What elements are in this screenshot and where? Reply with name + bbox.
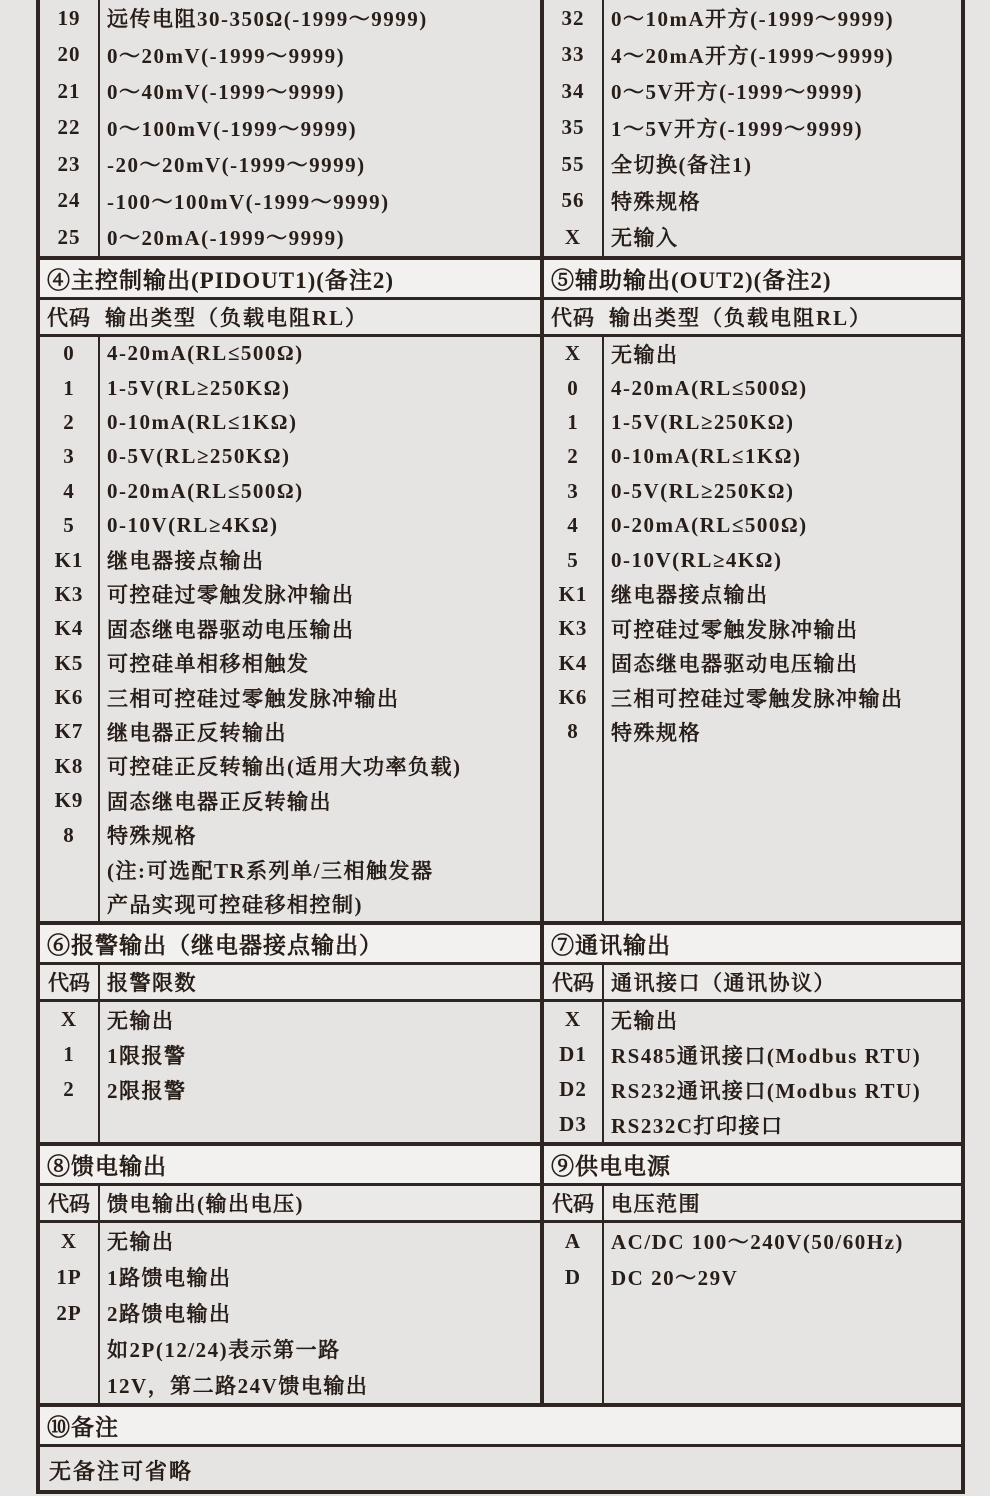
desc-cell: 继电器接点输出	[107, 549, 265, 574]
table-row	[40, 784, 540, 818]
column-header	[540, 300, 961, 337]
desc-cell: 继电器正反转输出	[107, 720, 287, 745]
desc-cell: RS232C打印接口	[611, 1113, 784, 1138]
desc-cell: 可控硅过零触发脉冲输出	[611, 617, 859, 642]
table-row	[40, 440, 540, 474]
desc-cell: 1-5V(RL≥250KΩ)	[107, 375, 291, 400]
feed-output-rows	[40, 1223, 540, 1403]
section-title-feed-output: ⑧馈电输出	[40, 1142, 540, 1186]
code-cell: X	[60, 1228, 78, 1253]
table-row	[40, 543, 540, 577]
desc-cell: 特殊规格	[611, 189, 701, 214]
desc-cell: 0～5V开方(-1999～9999)	[611, 80, 864, 105]
table-row	[544, 577, 961, 611]
desc-cell: 远传电阻30-350Ω(-1999～9999)	[107, 7, 428, 32]
table-row	[40, 680, 540, 714]
desc-cell: 三相可控硅过零触发脉冲输出	[611, 686, 904, 711]
body-output-sections	[40, 337, 961, 922]
aux-output-rows	[540, 337, 961, 922]
table-row	[544, 474, 961, 508]
desc-header: 电压范围	[611, 1192, 701, 1217]
table-row	[544, 37, 961, 74]
table-row	[544, 680, 961, 714]
code-cell: K4	[558, 650, 588, 675]
desc-cell: 0-10V(RL≥4KΩ)	[107, 513, 279, 538]
desc-cell: 固态继电器驱动电压输出	[611, 652, 859, 677]
desc-cell: 0-20mA(RL≤500Ω)	[611, 513, 808, 538]
desc-cell: 特殊规格	[107, 824, 197, 849]
table-row	[40, 612, 540, 646]
desc-cell: 4-20mA(RL≤500Ω)	[107, 341, 304, 366]
desc-cell: 无输出	[611, 342, 679, 367]
code-cell: 5	[567, 547, 579, 572]
section-title-main-control-output: ④主控制输出(PIDOUT1)(备注2)	[40, 256, 540, 300]
body-alarm-comm	[40, 1002, 961, 1142]
table-row	[40, 1331, 540, 1367]
desc-cell: 无输出	[611, 1008, 679, 1033]
code-cell: K6	[54, 685, 84, 710]
code-header: 代码	[552, 1192, 594, 1217]
desc-cell: 0～100mV(-1999～9999)	[107, 116, 358, 141]
desc-cell: 2路馈电输出	[107, 1302, 232, 1327]
desc-cell: 无输出	[107, 1230, 175, 1255]
code-cell: K6	[558, 685, 588, 710]
desc-cell: 0-10V(RL≥4KΩ)	[611, 547, 783, 572]
code-cell: X	[564, 224, 582, 249]
code-cell: K3	[54, 581, 84, 606]
code-cell: D1	[559, 1042, 587, 1067]
desc-cell: 0-5V(RL≥250KΩ)	[611, 478, 795, 503]
code-header: 代码	[47, 305, 91, 330]
code-cell: 20	[57, 42, 81, 67]
table-row	[40, 1295, 540, 1331]
column-header	[40, 300, 540, 337]
table-row	[40, 887, 540, 921]
desc-cell: 无输入	[611, 226, 679, 251]
column-header	[540, 965, 961, 1002]
band-alarm-comm	[40, 921, 961, 965]
table-row	[40, 183, 540, 220]
desc-cell: 可控硅过零触发脉冲输出	[107, 583, 355, 608]
code-cell: 22	[57, 115, 81, 140]
table-row	[544, 110, 961, 147]
desc-cell: 1路馈电输出	[107, 1266, 232, 1291]
column-header	[540, 1186, 961, 1223]
alarm-output-rows	[40, 1002, 540, 1142]
section-title-alarm-output: ⑥报警输出（继电器接点输出）	[40, 921, 540, 965]
table-row	[40, 749, 540, 783]
table-row	[40, 219, 540, 256]
desc-cell: -20～20mV(-1999～9999)	[107, 153, 366, 178]
code-cell: A	[564, 1228, 582, 1253]
table-row	[544, 73, 961, 110]
table-row	[40, 110, 540, 147]
code-cell: K5	[54, 650, 84, 675]
code-cell: X	[564, 341, 582, 366]
desc-cell: 可控硅正反转输出(适用大功率负载)	[107, 755, 462, 780]
code-cell: 21	[57, 78, 81, 103]
desc-header: 输出类型（负载电阻RL）	[609, 305, 873, 330]
table-row	[40, 337, 540, 371]
desc-cell: 产品实现可控硅移相控制)	[107, 892, 363, 917]
table-row	[544, 1259, 961, 1295]
column-header	[40, 965, 540, 1002]
section-title-power-supply: ⑨供电电源	[540, 1142, 961, 1186]
code-cell: 2	[63, 409, 75, 434]
code-cell: 19	[57, 5, 81, 30]
table-row	[40, 508, 540, 542]
desc-cell: 固态继电器驱动电压输出	[107, 617, 355, 642]
code-cell: 8	[567, 719, 579, 744]
desc-cell: 12V，第二路24V馈电输出	[107, 1374, 369, 1399]
table-row	[40, 1259, 540, 1295]
desc-header: 通讯接口（通讯协议）	[611, 971, 836, 996]
code-cell: 34	[561, 78, 585, 103]
colhead-output-sections	[40, 300, 961, 337]
code-cell: K8	[54, 753, 84, 778]
code-cell: 1P	[56, 1264, 82, 1289]
table-row	[40, 577, 540, 611]
desc-cell: 2限报警	[107, 1078, 187, 1103]
code-cell: 4	[567, 513, 579, 538]
code-header: 代码	[551, 305, 595, 330]
code-cell: 2	[567, 444, 579, 469]
desc-cell: -100～100mV(-1999～9999)	[107, 189, 390, 214]
desc-cell: 0～20mA(-1999～9999)	[107, 226, 346, 251]
code-cell: K9	[54, 788, 84, 813]
table-row	[40, 646, 540, 680]
input-right-rows	[540, 0, 961, 256]
input-left-rows	[40, 0, 540, 256]
code-cell: 24	[57, 188, 81, 213]
desc-header: 报警限数	[107, 971, 197, 996]
code-cell: X	[564, 1007, 582, 1032]
desc-cell: 0～40mV(-1999～9999)	[107, 80, 346, 105]
section-title-comm-output: ⑦通讯输出	[540, 921, 961, 965]
table-row	[544, 1107, 961, 1142]
desc-cell: 0-20mA(RL≤500Ω)	[107, 478, 304, 503]
code-cell: 55	[561, 151, 585, 176]
table-row	[544, 371, 961, 405]
table-row	[40, 1002, 540, 1037]
table-row	[544, 337, 961, 371]
desc-cell: AC/DC 100～240V(50/60Hz)	[611, 1230, 904, 1255]
desc-cell: 4-20mA(RL≤500Ω)	[611, 375, 808, 400]
band-output-sections	[40, 256, 961, 300]
table-row	[40, 1037, 540, 1072]
table-row	[40, 146, 540, 183]
code-cell: K7	[54, 719, 84, 744]
code-cell: 0	[63, 341, 75, 366]
table-row	[544, 612, 961, 646]
table-row	[544, 1072, 961, 1107]
table-row	[40, 715, 540, 749]
desc-cell: 1-5V(RL≥250KΩ)	[611, 409, 795, 434]
desc-cell: 可控硅单相移相触发	[107, 652, 310, 677]
desc-cell: 无输出	[107, 1008, 175, 1033]
code-cell: 5	[63, 513, 75, 538]
desc-cell: 全切换(备注1)	[611, 153, 753, 178]
code-cell: K3	[558, 616, 588, 641]
colhead-feed-power	[40, 1186, 961, 1223]
code-cell: 4	[63, 478, 75, 503]
power-supply-rows	[540, 1223, 961, 1403]
desc-cell: 4～20mA开方(-1999～9999)	[611, 43, 895, 68]
table-row	[544, 0, 961, 37]
code-cell: 35	[561, 115, 585, 140]
table-row	[544, 715, 961, 749]
code-header: 代码	[48, 971, 90, 996]
desc-cell: (注:可选配TR系列单/三相触发器	[107, 858, 434, 883]
desc-cell: 1～5V开方(-1999～9999)	[611, 116, 864, 141]
desc-cell: 继电器接点输出	[611, 583, 769, 608]
code-cell: 0	[567, 375, 579, 400]
body-feed-power	[40, 1223, 961, 1403]
table-row	[544, 405, 961, 439]
code-cell: 25	[57, 224, 81, 249]
desc-cell: 三相可控硅过零触发脉冲输出	[107, 686, 400, 711]
table-row	[544, 508, 961, 542]
table-row	[40, 852, 540, 886]
code-header: 代码	[552, 971, 594, 996]
main-control-output-rows	[40, 337, 540, 922]
desc-cell: 0～20mV(-1999～9999)	[107, 43, 346, 68]
table-row	[544, 440, 961, 474]
code-cell: 3	[63, 444, 75, 469]
table-row	[40, 1223, 540, 1259]
code-cell: 8	[63, 822, 75, 847]
code-cell: 1	[63, 1042, 75, 1067]
table-row	[544, 646, 961, 680]
remark-text: 无备注可省略	[49, 1458, 194, 1484]
code-cell: 1	[567, 409, 579, 434]
desc-cell: 0-5V(RL≥250KΩ)	[107, 444, 291, 469]
code-cell: 23	[57, 151, 81, 176]
code-cell: D	[564, 1264, 582, 1289]
desc-cell: RS485通讯接口(Modbus RTU)	[611, 1043, 922, 1068]
table-row	[40, 0, 540, 37]
table-row	[544, 1002, 961, 1037]
table-row	[40, 1367, 540, 1403]
desc-cell: 0～10mA开方(-1999～9999)	[611, 7, 895, 32]
table-row	[544, 543, 961, 577]
code-cell: 32	[561, 5, 585, 30]
desc-cell: 0-10mA(RL≤1KΩ)	[611, 444, 802, 469]
table-row	[40, 818, 540, 852]
table-row	[40, 474, 540, 508]
code-cell: 2P	[56, 1300, 82, 1325]
table-row	[40, 371, 540, 405]
code-cell: 1	[63, 375, 75, 400]
table-row	[40, 405, 540, 439]
section-title-aux-output: ⑤辅助输出(OUT2)(备注2)	[540, 256, 961, 300]
column-header	[40, 1186, 540, 1223]
table-row	[544, 146, 961, 183]
code-cell: 3	[567, 478, 579, 503]
comm-output-rows	[540, 1002, 961, 1142]
desc-cell: RS232通讯接口(Modbus RTU)	[611, 1078, 922, 1103]
section-input-continued	[40, 0, 961, 256]
desc-cell: 固态继电器正反转输出	[107, 789, 332, 814]
table-row	[40, 73, 540, 110]
code-cell: 2	[63, 1077, 75, 1102]
colhead-alarm-comm	[40, 965, 961, 1002]
band-feed-power	[40, 1142, 961, 1186]
table-row	[544, 219, 961, 256]
table-row	[544, 1037, 961, 1072]
section-title-remark: ⑩备注	[40, 1403, 961, 1447]
desc-header: 馈电输出(输出电压)	[107, 1192, 304, 1217]
code-cell: D3	[559, 1112, 587, 1137]
desc-header: 输出类型（负载电阻RL）	[105, 305, 369, 330]
table-row	[40, 37, 540, 74]
ordering-code-table	[36, 0, 965, 1494]
code-cell: K1	[54, 547, 84, 572]
desc-cell: 如2P(12/24)表示第一路	[107, 1338, 341, 1363]
desc-cell: 0-10mA(RL≤1KΩ)	[107, 409, 298, 434]
desc-cell: DC 20～29V	[611, 1266, 739, 1291]
code-cell: D2	[559, 1077, 587, 1102]
desc-cell: 特殊规格	[611, 720, 701, 745]
code-cell: K4	[54, 616, 84, 641]
code-cell: 33	[561, 42, 585, 67]
code-cell: K1	[558, 581, 588, 606]
code-cell: X	[60, 1007, 78, 1032]
code-header: 代码	[48, 1192, 90, 1217]
table-row	[544, 183, 961, 220]
code-cell: 56	[561, 188, 585, 213]
table-row	[544, 1223, 961, 1259]
desc-cell: 1限报警	[107, 1043, 187, 1068]
table-row	[40, 1072, 540, 1107]
